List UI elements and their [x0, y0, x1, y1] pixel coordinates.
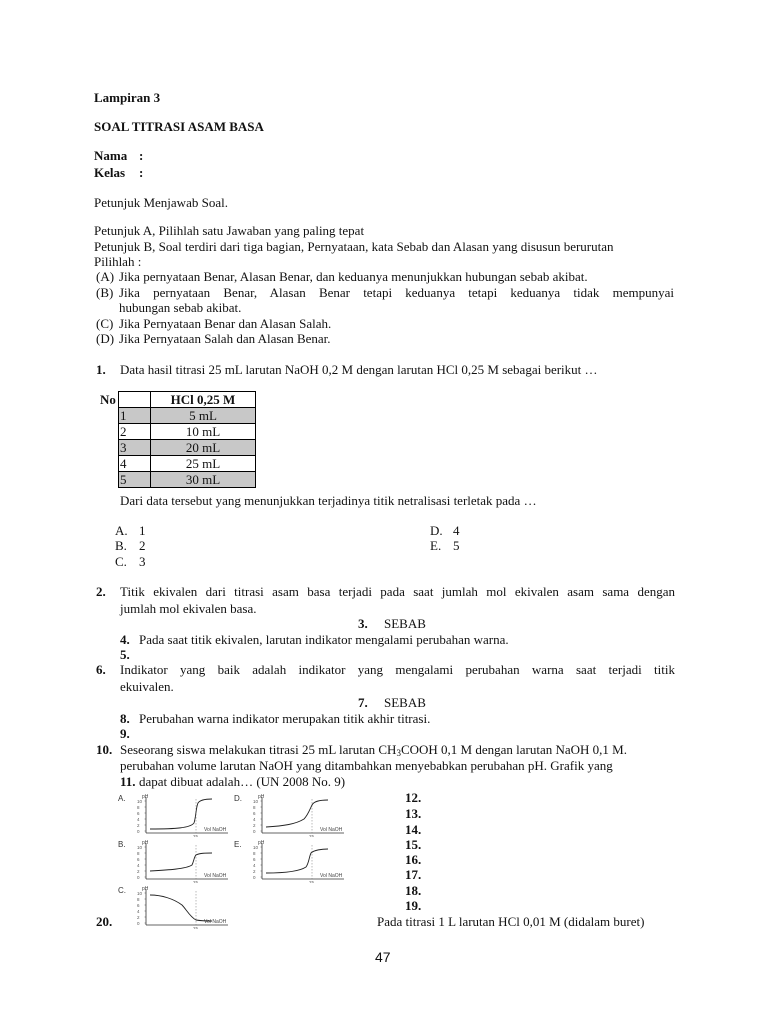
graph-x-tick-label: 25: [193, 926, 199, 929]
question-text-continued: perubahan volume larutan NaOH yang ditambahkan menyebabkan perubahan pH. Grafik yang: [120, 758, 613, 773]
option-text: Jika Pernyataan Benar dan Alasan Salah.: [119, 316, 332, 331]
question-text: Pada titrasi 1 L larutan HCl 0,01 M (didalam buret): [377, 914, 645, 929]
graph-svg: [118, 885, 248, 929]
graph-tick-label: 10: [253, 845, 259, 850]
graph-svg: [234, 793, 364, 837]
subscript: 3: [396, 748, 401, 758]
graph-tick-label: 6: [137, 903, 140, 908]
table-row: [119, 408, 256, 424]
option-key: (B): [96, 285, 114, 300]
graph-tick-label: 8: [137, 897, 140, 902]
titration-graph-d: [234, 793, 364, 837]
graph-key-label: B.: [118, 840, 126, 849]
graph-y-label: pH: [258, 840, 265, 846]
graph-key-label: C.: [118, 886, 126, 895]
graph-tick-label: 0: [253, 829, 256, 834]
graph-tick-label: 8: [253, 805, 256, 810]
list-number: 9.: [120, 726, 130, 741]
graph-tick-label: 8: [253, 851, 256, 856]
graph-tick-label: 0: [137, 829, 140, 834]
graph-tick-label: 10: [137, 799, 143, 804]
choice-key: D.: [430, 523, 443, 538]
question-text-continued: dapat dibuat adalah… (UN 2008 No. 9): [139, 774, 346, 789]
graph-tick-label: 4: [137, 863, 140, 868]
instruction-b: Petunjuk B, Soal terdiri dari tiga bagian, Pernyataan, kata Sebab dan Alasan yang disusun berurutan: [94, 239, 614, 254]
graph-curve: [150, 799, 212, 829]
table-header-blank: [119, 392, 151, 408]
graph-svg: [118, 793, 248, 837]
graph-x-label: Vol NaOH: [204, 919, 227, 925]
graph-tick-label: 8: [137, 851, 140, 856]
reason-text: Perubahan warna indikator merupakan titik akhir titrasi.: [139, 711, 431, 726]
question-number: 1.: [96, 362, 106, 377]
list-number: 15.: [405, 837, 422, 852]
graph-tick-label: 6: [253, 857, 256, 862]
option-text: Jika pernyataan Benar, Alasan Benar tetapi keduanya tetapi keduanya tidak mempunyai: [119, 285, 674, 300]
graph-tick-label: 6: [137, 857, 140, 862]
graph-key-label: D.: [234, 794, 242, 803]
table-row: [119, 424, 256, 440]
question-text: Indikator yang baik adalah indikator yang mengalami perubahan warna saat terjadi titik: [120, 662, 675, 677]
option-key: (A): [96, 269, 115, 284]
graph-curve: [266, 849, 328, 873]
graph-svg: [234, 839, 364, 883]
choice-value: 1: [139, 523, 146, 538]
graph-x-label: Vol NaOH: [204, 873, 227, 879]
graph-tick-label: 10: [137, 845, 143, 850]
graph-x-label: Vol NaOH: [320, 827, 343, 833]
table-row: [119, 440, 256, 456]
list-number: 16.: [405, 852, 422, 867]
graph-curve: [150, 853, 212, 871]
graph-tick-label: 2: [137, 823, 140, 828]
because-label: SEBAB: [384, 616, 426, 631]
list-number: 3.: [358, 616, 368, 631]
table-cell-value: 10 mL: [151, 424, 256, 440]
table-row: [119, 472, 256, 488]
table-cell-value: 25 mL: [151, 456, 256, 472]
page-number: 47: [375, 949, 391, 965]
list-number: 5.: [120, 647, 130, 662]
choice-value: 2: [139, 538, 146, 553]
graph-key-label: A.: [118, 794, 126, 803]
list-number: 8.: [120, 711, 130, 726]
class-label: Kelas: [94, 165, 126, 180]
choice-key: A.: [115, 523, 128, 538]
graph-tick-label: 6: [253, 811, 256, 816]
question-text-continued: jumlah mol ekivalen basa.: [120, 601, 257, 616]
graph-tick-label: 4: [253, 817, 256, 822]
table-cell-no: 1: [119, 408, 151, 424]
question-number: 10.: [96, 742, 113, 757]
appendix-label: Lampiran 3: [94, 90, 161, 105]
graph-tick-label: 6: [137, 811, 140, 816]
graph-tick-label: 4: [137, 817, 140, 822]
question-text: Titik ekivalen dari titrasi asam basa terjadi pada saat jumlah mol ekivalen asam sama dengan: [120, 584, 675, 599]
titration-graph-a: [118, 793, 248, 837]
list-number: 11.: [120, 774, 136, 789]
class-colon: :: [139, 165, 144, 180]
choice-value: 3: [139, 554, 146, 569]
instruction-pick: Pilihlah :: [94, 254, 142, 269]
table-header-no: No: [100, 392, 116, 407]
question-text-part: Seseorang siswa melakukan titrasi 25 mL larutan CH: [120, 742, 397, 757]
graph-curve: [150, 895, 212, 921]
graph-x-tick-label: 25: [193, 834, 199, 837]
instructions-heading: Petunjuk Menjawab Soal.: [94, 195, 228, 210]
titration-graph-e: [234, 839, 364, 883]
graph-curve: [266, 800, 328, 827]
table-header-hcl: HCl 0,25 M: [151, 392, 256, 408]
titration-graph-c: [118, 885, 248, 929]
titration-table: [118, 391, 256, 488]
graph-tick-label: 0: [137, 875, 140, 880]
list-number: 7.: [358, 695, 368, 710]
question-text-part: COOH 0,1 M dengan larutan NaOH 0,1 M.: [400, 742, 627, 757]
name-colon: :: [139, 148, 144, 163]
table-cell-no: 3: [119, 440, 151, 456]
choice-value: 4: [453, 523, 460, 538]
question-number: 2.: [96, 584, 106, 599]
list-number: 18.: [405, 883, 422, 898]
list-number: 19.: [405, 898, 422, 913]
graph-tick-label: 2: [137, 869, 140, 874]
option-text: Jika Pernyataan Salah dan Alasan Benar.: [119, 331, 331, 346]
graph-tick-label: 2: [253, 823, 256, 828]
graph-y-label: pH: [142, 886, 149, 892]
instruction-a: Petunjuk A, Pilihlah satu Jawaban yang paling tepat: [94, 223, 365, 238]
choice-value: 5: [453, 538, 460, 553]
graph-tick-label: 0: [137, 921, 140, 926]
option-key: (D): [96, 331, 115, 346]
choice-key: C.: [115, 554, 127, 569]
graph-x-tick-label: 25: [193, 880, 199, 883]
list-number: 12.: [405, 790, 422, 805]
table-cell-no: 5: [119, 472, 151, 488]
list-number: 13.: [405, 806, 422, 821]
list-number: 14.: [405, 822, 422, 837]
titration-graph-b: [118, 839, 248, 883]
graph-key-label: E.: [234, 840, 242, 849]
option-key: (C): [96, 316, 114, 331]
graph-x-label: Vol NaOH: [204, 827, 227, 833]
table-cell-value: 5 mL: [151, 408, 256, 424]
graph-y-label: pH: [142, 840, 149, 846]
question-number: 20.: [96, 914, 113, 929]
graph-x-tick-label: 25: [309, 834, 315, 837]
question-text-continued: ekuivalen.: [120, 679, 174, 694]
reason-text: Pada saat titik ekivalen, larutan indikator mengalami perubahan warna.: [139, 632, 509, 647]
choice-key: B.: [115, 538, 127, 553]
table-row: [119, 456, 256, 472]
graph-tick-label: 2: [253, 869, 256, 874]
graph-tick-label: 8: [137, 805, 140, 810]
option-text: Jika pernyataan Benar, Alasan Benar, dan keduanya menunjukkan hubungan sebab akibat.: [119, 269, 588, 284]
list-number: 17.: [405, 867, 422, 882]
page-title: SOAL TITRASI ASAM BASA: [94, 119, 264, 134]
graph-tick-label: 4: [137, 909, 140, 914]
graph-tick-label: 4: [253, 863, 256, 868]
list-number: 4.: [120, 632, 130, 647]
question-followup: Dari data tersebut yang menunjukkan terjadinya titik netralisasi terletak pada …: [120, 493, 537, 508]
graph-y-label: pH: [142, 794, 149, 800]
graph-tick-label: 10: [253, 799, 259, 804]
graph-y-label: pH: [258, 794, 265, 800]
option-text-continued: hubungan sebab akibat.: [119, 300, 242, 315]
question-number: 6.: [96, 662, 106, 677]
table-cell-no: 2: [119, 424, 151, 440]
graph-tick-label: 10: [137, 891, 143, 896]
name-label: Nama: [94, 148, 128, 163]
table-cell-value: 20 mL: [151, 440, 256, 456]
question-text: Data hasil titrasi 25 mL larutan NaOH 0,2 M dengan larutan HCl 0,25 M sebagai berikut …: [120, 362, 598, 377]
because-label: SEBAB: [384, 695, 426, 710]
graph-x-tick-label: 25: [309, 880, 315, 883]
graph-tick-label: 2: [137, 915, 140, 920]
table-cell-value: 30 mL: [151, 472, 256, 488]
choice-key: E.: [430, 538, 442, 553]
table-cell-no: 4: [119, 456, 151, 472]
graph-tick-label: 0: [253, 875, 256, 880]
graph-svg: [118, 839, 248, 883]
graph-x-label: Vol NaOH: [320, 873, 343, 879]
